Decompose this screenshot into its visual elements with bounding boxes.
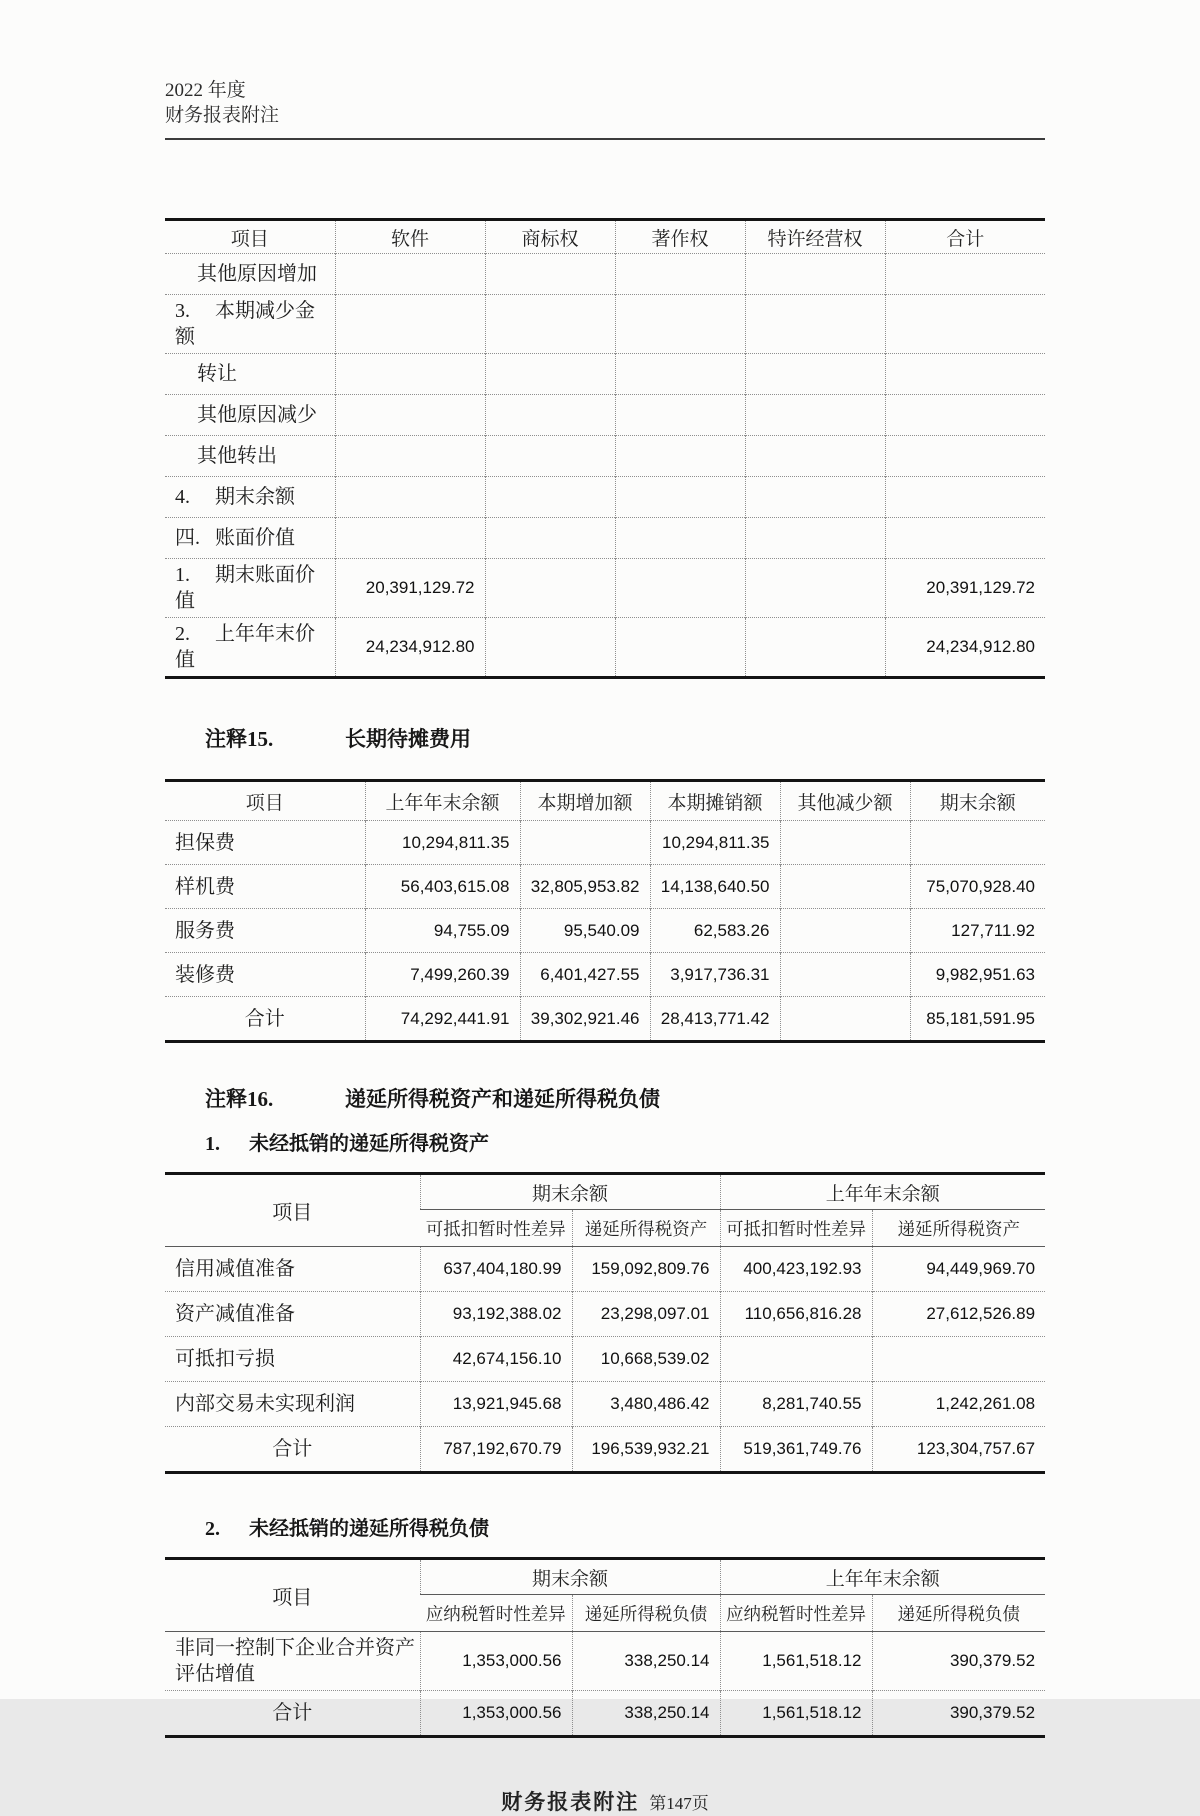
value-cell: 1,561,518.12	[720, 1691, 872, 1737]
sub1-number: 1.	[205, 1133, 220, 1155]
table-row	[165, 909, 1045, 953]
value-cell: 1,561,518.12	[720, 1632, 872, 1691]
deferred-tax-assets-table	[165, 1172, 1045, 1474]
value-cell: 338,250.14	[572, 1632, 720, 1691]
value-cell	[335, 254, 485, 295]
value-cell: 42,674,156.10	[420, 1337, 572, 1382]
value-cell	[335, 295, 485, 354]
value-cell	[885, 518, 1045, 559]
value-cell: 1,353,000.56	[420, 1691, 572, 1737]
header-doc-title: 财务报表附注	[165, 105, 280, 126]
value-cell	[745, 295, 885, 354]
header-cell: 特许经营权	[745, 220, 885, 254]
value-cell	[745, 436, 885, 477]
table-row	[165, 953, 1045, 997]
value-cell: 75,070,928.40	[910, 865, 1045, 909]
item-number: 3.	[175, 300, 190, 322]
value-cell	[780, 865, 910, 909]
value-cell	[885, 254, 1045, 295]
value-cell: 6,401,427.55	[520, 953, 650, 997]
value-cell	[485, 354, 615, 395]
value-cell	[910, 821, 1045, 865]
value-cell: 400,423,192.93	[720, 1247, 872, 1292]
item-label: 期末余额	[215, 486, 295, 508]
table-header-row	[165, 781, 1045, 821]
value-cell: 127,711.92	[910, 909, 1045, 953]
value-cell: 32,805,953.82	[520, 865, 650, 909]
table-row	[165, 518, 1045, 559]
value-cell	[485, 436, 615, 477]
value-cell	[615, 477, 745, 518]
table-row	[165, 354, 1045, 395]
table-row	[165, 395, 1045, 436]
value-cell	[780, 953, 910, 997]
page-footer	[165, 1786, 1045, 1816]
value-cell	[335, 477, 485, 518]
value-cell	[615, 395, 745, 436]
table-row	[165, 436, 1045, 477]
header-cell: 本期增加额	[520, 781, 650, 821]
subheader-cell: 应纳税暂时性差异	[420, 1595, 572, 1632]
value-cell	[485, 559, 615, 618]
value-cell	[615, 559, 745, 618]
value-cell: 159,092,809.76	[572, 1247, 720, 1292]
value-cell	[885, 477, 1045, 518]
table-row	[165, 559, 1045, 618]
value-cell	[485, 477, 615, 518]
value-cell	[745, 559, 885, 618]
item-cell: 样机费	[165, 865, 365, 909]
value-cell	[615, 295, 745, 354]
sub2-number: 2.	[205, 1518, 220, 1540]
value-cell	[615, 436, 745, 477]
note16-text: 递延所得税资产和递延所得税负债	[345, 1087, 660, 1111]
item-cell: 内部交易未实现利润	[165, 1382, 420, 1427]
header-cell: 期末余额	[910, 781, 1045, 821]
item-number: 2.	[175, 623, 190, 645]
group-header-cell: 上年年末余额	[720, 1559, 1045, 1595]
subheader-cell: 可抵扣暂时性差异	[420, 1210, 572, 1247]
value-cell	[335, 395, 485, 436]
item-label: 账面价值	[215, 527, 295, 549]
footer-page-number: 第147页	[649, 1794, 709, 1813]
table-row	[165, 295, 1045, 354]
item-cell	[165, 295, 335, 354]
subheader-cell: 递延所得税资产	[572, 1210, 720, 1247]
note15-text: 长期待摊费用	[345, 727, 471, 751]
value-cell: 14,138,640.50	[650, 865, 780, 909]
item-number: 1.	[175, 564, 190, 586]
value-cell	[745, 477, 885, 518]
item-cell: 服务费	[165, 909, 365, 953]
value-cell: 13,921,945.68	[420, 1382, 572, 1427]
value-cell	[615, 254, 745, 295]
total-label-cell: 合计	[165, 1691, 420, 1737]
value-cell: 196,539,932.21	[572, 1427, 720, 1473]
value-cell: 7,499,260.39	[365, 953, 520, 997]
value-cell: 390,379.52	[872, 1632, 1045, 1691]
value-cell: 24,234,912.80	[335, 618, 485, 678]
value-cell: 95,540.09	[520, 909, 650, 953]
value-cell	[885, 395, 1045, 436]
total-label-cell: 合计	[165, 997, 365, 1042]
table-row	[165, 1292, 1045, 1337]
table-header-row	[165, 220, 1045, 254]
value-cell: 3,917,736.31	[650, 953, 780, 997]
header-cell: 项目	[272, 1202, 313, 1224]
note15-number: 注释15.	[205, 727, 274, 751]
header-cell: 软件	[335, 220, 485, 254]
value-cell: 787,192,670.79	[420, 1427, 572, 1473]
value-cell	[335, 518, 485, 559]
subheader-cell: 应纳税暂时性差异	[720, 1595, 872, 1632]
header-cell: 其他减少额	[780, 781, 910, 821]
value-cell: 23,298,097.01	[572, 1292, 720, 1337]
value-cell	[872, 1337, 1045, 1382]
value-cell: 62,583.26	[650, 909, 780, 953]
item-number: 四.	[175, 527, 200, 549]
header-cell: 上年年末余额	[365, 781, 520, 821]
table-row	[165, 1632, 1045, 1691]
value-cell: 1,353,000.56	[420, 1632, 572, 1691]
value-cell: 85,181,591.95	[910, 997, 1045, 1042]
value-cell	[615, 618, 745, 678]
total-label-cell: 合计	[165, 1427, 420, 1473]
item-label: 期末账面价值	[175, 564, 315, 612]
deferred-tax-liabilities-table	[165, 1557, 1045, 1738]
subheader-cell: 递延所得税负债	[572, 1595, 720, 1632]
value-cell: 94,755.09	[365, 909, 520, 953]
value-cell	[885, 436, 1045, 477]
header-cell: 商标权	[485, 220, 615, 254]
value-cell: 56,403,615.08	[365, 865, 520, 909]
table-row	[165, 1247, 1045, 1292]
value-cell: 1,242,261.08	[872, 1382, 1045, 1427]
value-cell: 390,379.52	[872, 1691, 1045, 1737]
value-cell: 10,294,811.35	[365, 821, 520, 865]
group-header-cell: 期末余额	[420, 1559, 720, 1595]
value-cell	[485, 395, 615, 436]
value-cell	[615, 518, 745, 559]
sub2-text: 未经抵销的递延所得税负债	[249, 1518, 489, 1540]
value-cell	[485, 254, 615, 295]
value-cell	[745, 395, 885, 436]
subheader-cell: 递延所得税资产	[872, 1210, 1045, 1247]
note16-number: 注释16.	[205, 1087, 274, 1111]
intangible-assets-table	[165, 218, 1045, 679]
table-row	[165, 618, 1045, 678]
value-cell: 123,304,757.67	[872, 1427, 1045, 1473]
value-cell: 24,234,912.80	[885, 618, 1045, 678]
item-cell: 其他原因减少	[165, 395, 335, 436]
header-cell: 项目	[272, 1587, 313, 1609]
value-cell	[885, 295, 1045, 354]
table-total-row	[165, 997, 1045, 1042]
table-row	[165, 865, 1045, 909]
note16-title	[205, 1083, 1045, 1113]
item-cell	[165, 618, 335, 678]
header-cell: 本期摊销额	[650, 781, 780, 821]
value-cell: 8,281,740.55	[720, 1382, 872, 1427]
value-cell: 27,612,526.89	[872, 1292, 1045, 1337]
item-cell: 其他原因增加	[165, 254, 335, 295]
table-row	[165, 1337, 1045, 1382]
subheader-cell: 可抵扣暂时性差异	[720, 1210, 872, 1247]
table-row	[165, 821, 1045, 865]
value-cell	[485, 295, 615, 354]
table-group-header-row	[165, 1174, 1045, 1210]
group-header-cell: 上年年末余额	[720, 1174, 1045, 1210]
item-cell	[165, 518, 335, 559]
value-cell	[520, 821, 650, 865]
value-cell	[780, 997, 910, 1042]
item-cell: 转让	[165, 354, 335, 395]
header-cell: 项目	[230, 228, 269, 250]
value-cell	[615, 354, 745, 395]
value-cell	[745, 254, 885, 295]
group-header-cell: 期末余额	[420, 1174, 720, 1210]
header-cell: 合计	[885, 220, 1045, 254]
value-cell: 10,294,811.35	[650, 821, 780, 865]
value-cell: 110,656,816.28	[720, 1292, 872, 1337]
item-cell	[165, 477, 335, 518]
value-cell	[720, 1337, 872, 1382]
header-cell: 项目	[245, 792, 284, 814]
value-cell: 93,192,388.02	[420, 1292, 572, 1337]
value-cell	[780, 821, 910, 865]
value-cell	[745, 618, 885, 678]
item-label: 本期减少金额	[175, 300, 315, 348]
value-cell: 637,404,180.99	[420, 1247, 572, 1292]
footer-doc-title: 财务报表附注	[501, 1790, 640, 1814]
value-cell: 519,361,749.76	[720, 1427, 872, 1473]
value-cell: 94,449,969.70	[872, 1247, 1045, 1292]
table-row	[165, 477, 1045, 518]
header-year: 2022 年度	[165, 80, 246, 101]
value-cell	[885, 354, 1045, 395]
item-cell: 其他转出	[165, 436, 335, 477]
value-cell: 338,250.14	[572, 1691, 720, 1737]
document-header	[165, 78, 1045, 140]
value-cell: 20,391,129.72	[335, 559, 485, 618]
note16-sub1-title	[205, 1127, 1045, 1156]
value-cell	[745, 518, 885, 559]
table-total-row	[165, 1691, 1045, 1737]
item-cell: 担保费	[165, 821, 365, 865]
item-cell: 非同一控制下企业合并资产评估增值	[165, 1632, 420, 1691]
value-cell: 3,480,486.42	[572, 1382, 720, 1427]
table-row	[165, 254, 1045, 295]
item-label: 上年年末价值	[175, 623, 315, 671]
item-cell: 装修费	[165, 953, 365, 997]
header-cell: 著作权	[615, 220, 745, 254]
value-cell: 9,982,951.63	[910, 953, 1045, 997]
item-cell: 资产减值准备	[165, 1292, 420, 1337]
value-cell	[745, 354, 885, 395]
value-cell: 74,292,441.91	[365, 997, 520, 1042]
item-cell: 可抵扣亏损	[165, 1337, 420, 1382]
value-cell: 28,413,771.42	[650, 997, 780, 1042]
subheader-cell: 递延所得税负债	[872, 1595, 1045, 1632]
note16-sub2-title	[205, 1512, 1045, 1541]
sub1-text: 未经抵销的递延所得税资产	[249, 1133, 489, 1155]
item-cell	[165, 559, 335, 618]
value-cell	[485, 518, 615, 559]
value-cell	[335, 436, 485, 477]
value-cell: 20,391,129.72	[885, 559, 1045, 618]
long-term-deferred-expense-table	[165, 779, 1045, 1043]
value-cell	[780, 909, 910, 953]
item-cell: 信用减值准备	[165, 1247, 420, 1292]
value-cell: 10,668,539.02	[572, 1337, 720, 1382]
note15-title	[205, 723, 1045, 753]
table-row	[165, 1382, 1045, 1427]
table-total-row	[165, 1427, 1045, 1473]
item-number: 4.	[175, 486, 190, 508]
page-content	[165, 0, 1045, 1816]
value-cell	[485, 618, 615, 678]
table-group-header-row	[165, 1559, 1045, 1595]
value-cell: 39,302,921.46	[520, 997, 650, 1042]
value-cell	[335, 354, 485, 395]
